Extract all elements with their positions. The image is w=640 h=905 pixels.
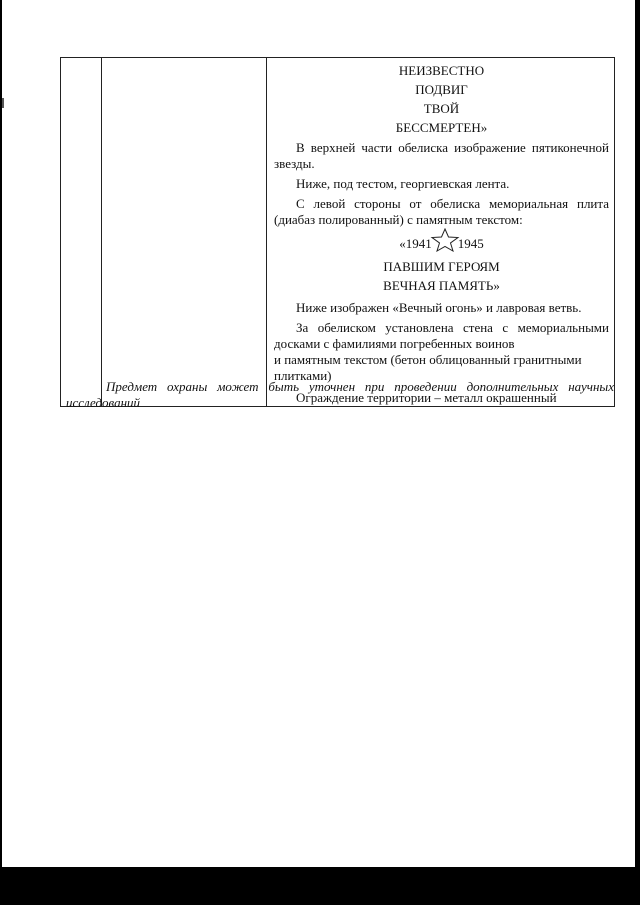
memorial-years-line	[274, 228, 609, 256]
year-end: 1945	[457, 236, 484, 251]
document-page	[2, 0, 635, 867]
description-paragraph: С левой стороны от обелиска мемориальная плита (диабаз полированный) с памятным текстом:	[274, 196, 609, 227]
inscription-line: БЕССМЕРТЕН»	[395, 120, 488, 135]
name-cell	[102, 58, 267, 407]
inscription-line: ПОДВИГ	[415, 82, 468, 97]
footnote: Предмет охраны может быть уточнен при проведении дополнительных научных исследований	[66, 379, 614, 410]
description-paragraph: В верхней части обелиска изображение пятиконечной звезды.	[274, 140, 609, 171]
description-cell	[267, 58, 615, 407]
year-start: «1941	[399, 236, 432, 251]
description-paragraph: Ограждение территории – металл окрашенный	[296, 390, 557, 405]
table-row	[61, 58, 615, 407]
inscription-line: НЕИЗВЕСТНО	[398, 63, 485, 78]
inscription-line: ВЕЧНАЯ ПАМЯТЬ»	[383, 278, 500, 293]
description-paragraph: и памятным текстом (бетон облицованный гранитными плитками)	[274, 352, 582, 383]
scan-border	[0, 867, 640, 905]
description-paragraph: Ниже изображен «Вечный огонь» и лавровая ветвь.	[296, 300, 582, 315]
scan-mark	[2, 98, 4, 108]
description-paragraph: За обелиском установлена стена с мемориальными досками с фамилиями погребенных воинов	[274, 320, 609, 351]
star-icon	[430, 228, 460, 256]
number-cell	[61, 58, 102, 407]
inscription-line: ПАВШИМ ГЕРОЯМ	[383, 259, 500, 274]
description-paragraph: Ниже, под тестом, георгиевская лента.	[296, 176, 510, 191]
inscription-line: ТВОЙ	[423, 101, 460, 116]
protection-subject-table	[60, 57, 615, 407]
